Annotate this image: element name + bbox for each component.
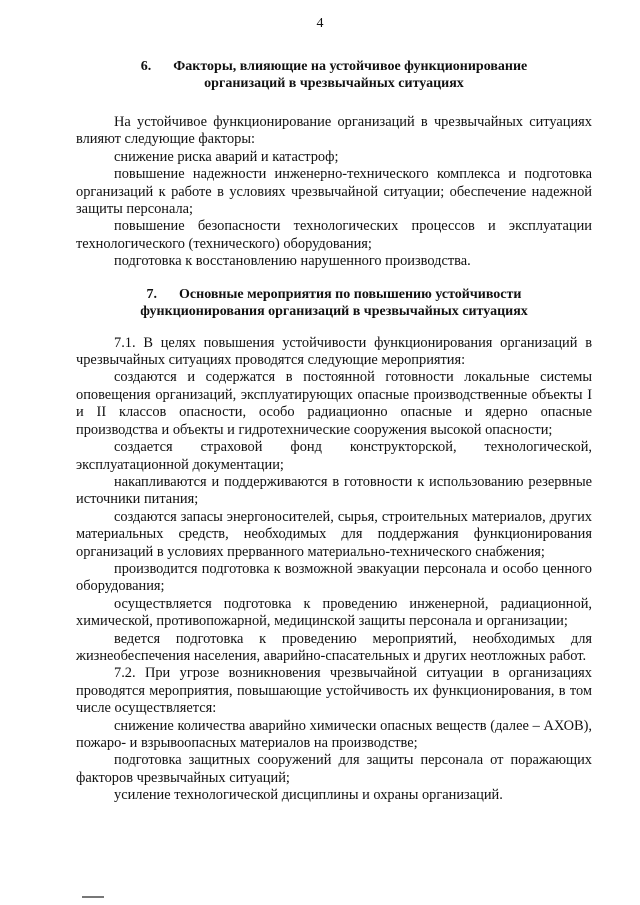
document-body bbox=[76, 58, 592, 805]
section-7-paragraph: осуществляется подготовка к проведению инженерной, радиационной, химической, противопожарной, медицинской защиты персонала и организации; bbox=[76, 595, 592, 630]
page-number: 4 bbox=[316, 16, 324, 31]
section-7-paragraph: создается страховой фонд конструкторской, технологической, эксплуатационной документации; bbox=[76, 439, 592, 473]
section-7-paragraph: подготовка защитных сооружений для защиты персонала от поражающих факторов чрезвычайных ситуаций; bbox=[76, 752, 592, 786]
section-7 bbox=[76, 286, 592, 805]
section-6-number: 6. bbox=[140, 59, 152, 74]
section-7-title-line-1: Основные мероприятия по повышению устойчивости bbox=[179, 286, 522, 302]
section-7-heading bbox=[76, 286, 592, 320]
section-6-title-line-2: организаций в чрезвычайных ситуациях bbox=[204, 76, 464, 91]
section-6-paragraph: снижение риска аварий и катастроф; bbox=[114, 148, 339, 165]
footer-scan-mark bbox=[82, 896, 104, 898]
section-7-paragraph: усиление технологической дисциплины и охраны организаций. bbox=[114, 787, 503, 804]
section-7-title-line-2: функционирования организаций в чрезвычайных ситуациях bbox=[140, 303, 528, 319]
section-7-paragraph: снижение количества аварийно химически опасных веществ (далее – АХОВ), пожаро- и взрывоопасных материалов на производстве; bbox=[76, 717, 592, 751]
section-7-paragraph: создаются запасы энергоносителей, сырья, строительных материалов, других материальных средств, необходимых для поддержания функционирования организаций в условиях прерванного материально-технического снабжения; bbox=[76, 508, 592, 560]
section-6-title-line-1: Факторы, влияющие на устойчивое функционирование bbox=[173, 59, 528, 74]
section-7-paragraph: 7.2. При угрозе возникновения чрезвычайной ситуации в организациях проводятся мероприятия, повышающие устойчивость их функционирования, в том числе осуществляется: bbox=[76, 665, 592, 717]
section-7-number: 7. bbox=[146, 286, 158, 302]
section-7-paragraph: 7.1. В целях повышения устойчивости функционирования организаций в чрезвычайных ситуациях проводятся следующие мероприятия: bbox=[76, 334, 592, 369]
section-6-paragraph: На устойчивое функционирование организаций в чрезвычайных ситуациях влияют следующие факторы: bbox=[76, 114, 592, 148]
section-6-paragraph: повышение надежности инженерно-технического комплекса и подготовка организаций к работе в условиях чрезвычайной ситуации; обеспечение надежной защиты персонала; bbox=[76, 166, 592, 218]
section-6-paragraph: повышение безопасности технологических процессов и эксплуатации технологического (технического) оборудования; bbox=[76, 218, 592, 252]
section-7-paragraph: производится подготовка к возможной эвакуации персонала и особо ценного оборудования; bbox=[76, 560, 592, 595]
section-7-paragraph: накапливаются и поддерживаются в готовности к использованию резервные источники питания; bbox=[76, 473, 592, 508]
section-6 bbox=[76, 58, 592, 271]
section-7-paragraph: ведется подготовка к проведению мероприятий, необходимых для жизнеобеспечения населения, аварийно-спасательных и других неотложных работ. bbox=[76, 630, 592, 664]
section-7-paragraph: создаются и содержатся в постоянной готовности локальные системы оповещения организаций, эксплуатирующих опасные производственные объекты I и II классов опасности, особо радиационно опасные и ядерно опасные производства и объекты и гидротехнические сооружения высокой опасности; bbox=[76, 369, 592, 438]
section-6-heading bbox=[76, 58, 592, 92]
section-6-paragraph: подготовка к восстановлению нарушенного производства. bbox=[114, 253, 471, 270]
